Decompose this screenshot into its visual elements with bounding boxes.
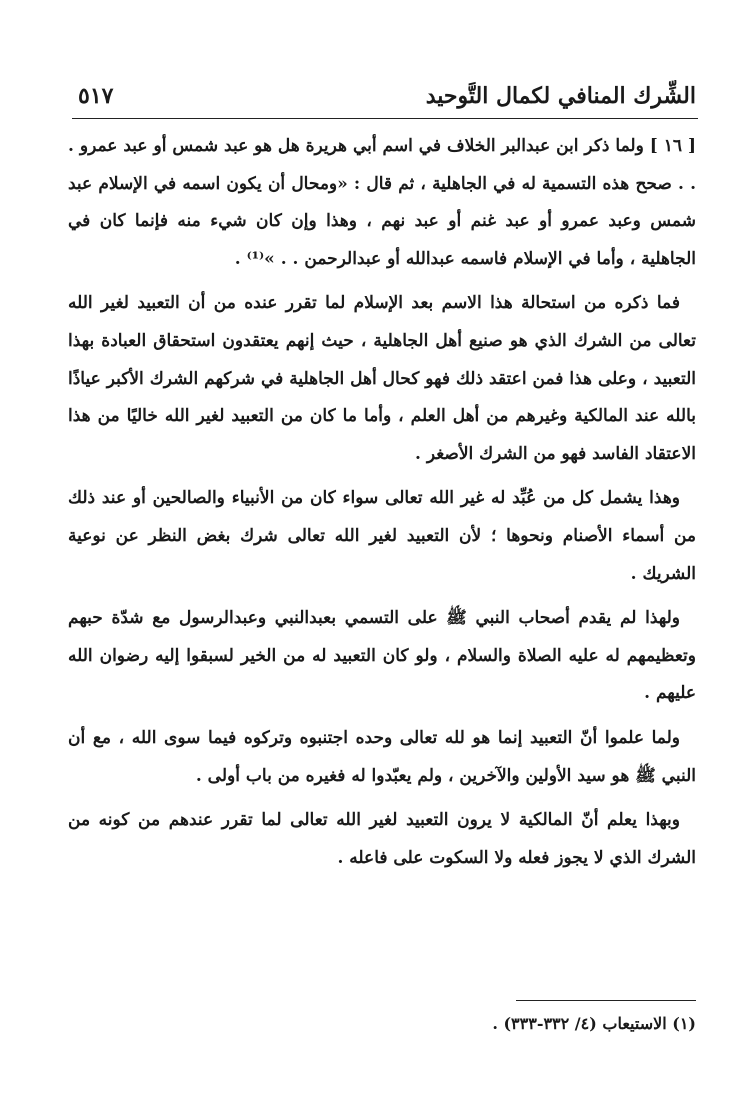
footnote-rule (516, 1000, 696, 1001)
page-header (78, 74, 696, 118)
paragraph-4: ولهذا لم يقدم أصحاب النبي ﷺ على التسمي بعبدالنبي وعبدالرسول مع شدّة حبهم وتعظيمهم له عليه الصلاة والسلام ، ولو كان التعبيد له من الخير لسبقوا إليه رضوان الله عليهم . (68, 608, 696, 704)
paragraph-6: وبهذا يعلم أنّ المالكية لا يرون التعبيد لغير الله تعالى لما تقرر عندهم من كونه من الشرك الذي لا يجوز فعله ولا السكوت على فاعله . (68, 810, 696, 868)
paragraph-1: [ ١٦ ] ولما ذكر ابن عبدالبر الخلاف في اسم أبي هريرة هل هو عبد شمس أو عبد عمرو . . . صحح هذه التسمية له في الجاهلية ، ثم قال : «ومحال أن يكون اسمه في الإسلام عبد شمس وعبد عمرو أو عبد غنم أو عبد نهم ، وهذا وإن كان شيء منه فإنما كان في الجاهلية ، وأما في الإسلام فاسمه عبدالله أو عبدالرحمن . . »⁽¹⁾ . (68, 136, 696, 269)
paragraph-2: فما ذكره من استحالة هذا الاسم بعد الإسلام لما تقرر عنده من أن التعبيد لغير الله تعالى من الشرك الذي هو صنيع أهل الجاهلية ، حيث إنهم يعتقدون استحقاق العبادة بهذا التعبيد ، وعلى هذا فمن اعتقد ذلك فهو كحال أهل الجاهلية في شركهم الشرك الأكبر عياذًا بالله عند المالكية وغيرهم من أهل العلم ، وأما ما كان من التعبيد لغير الله خاليًا من هذا الاعتقاد الفاسد فهو من الشرك الأصغر . (68, 293, 696, 464)
paragraph-3: وهذا يشمل كل من عُبِّد له غير الله تعالى سواء كان من الأنبياء والصالحين أو عند ذلك من أسماء الأصنام ونحوها ؛ لأن التعبيد لغير الله تعالى شرك بغض النظر عن نوعية الشريك . (68, 488, 696, 584)
paragraph-5: ولما علموا أنّ التعبيد إنما هو لله تعالى وحده اجتنبوه وتركوه فيما سوى الله ، مع أن النبي ﷺ هو سيد الأولين والآخرين ، ولم يعبّدوا له فغيره من باب أولى . (68, 727, 696, 786)
header-rule (72, 118, 698, 119)
footnote: (١) الاستيعاب (٤/ ٣٣٢-٣٣٣) . (492, 1014, 696, 1033)
main-text (68, 128, 696, 884)
page-number: ٥١٧ (78, 83, 114, 109)
running-title: الشِّرك المنافي لكمال التَّوحيد (425, 83, 696, 109)
